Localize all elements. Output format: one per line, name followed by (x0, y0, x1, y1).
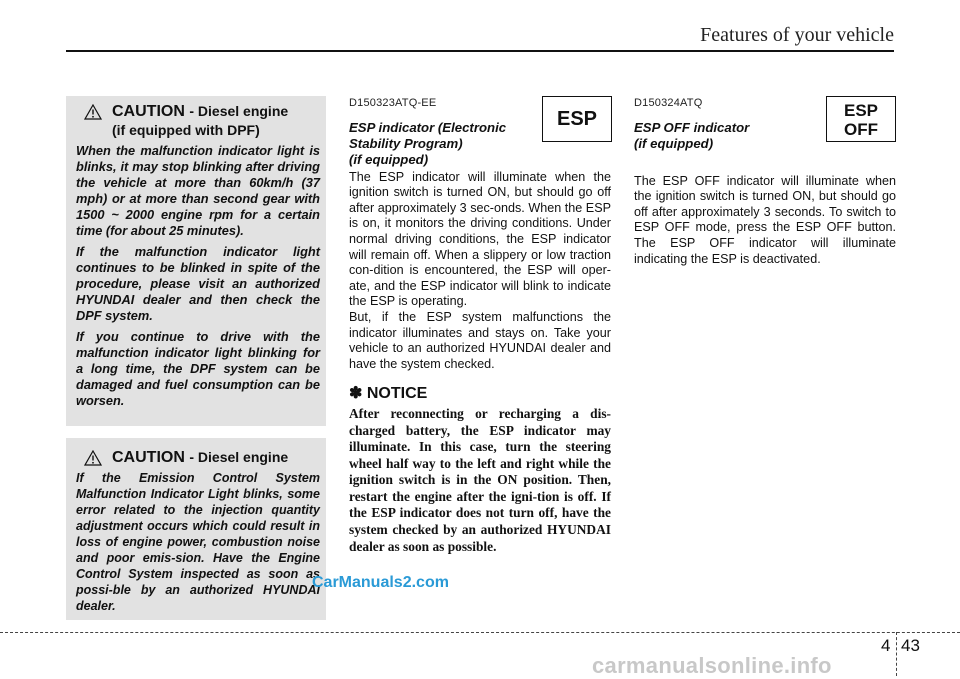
page-header-title: Features of your vehicle (700, 24, 894, 46)
footer-brand-watermark: carmanualsonline.info (592, 653, 832, 678)
chapter-number: 4 (881, 636, 891, 655)
badge-text: ESP (556, 108, 598, 130)
caution-word: CAUTION (112, 103, 185, 120)
caution-subtitle: Diesel engine (197, 103, 289, 119)
caution-paragraph: When the malfunction indicator light is blinks, it may stop blinking after driving the vehicle at more than 60km/h (37 mph) or at more than second gear with 1500 ~ 2000 engine rpm for a certain time (for about 25 minutes). (76, 143, 320, 238)
caution-dash: - (189, 103, 198, 119)
notice-star-icon: ✽ (349, 385, 363, 403)
caution-paragraph: If the Emission Control System Malfunction Indicator Light blinks, some error related to the injection quantity adjustment occurs which could result in loss of engine power, combustion noise and poor emis-sion. Have the Engine Control System inspected as soon as possi-ble by an authorized HYUNDAI dealer. (76, 471, 320, 613)
badge-text: ESP (843, 101, 879, 120)
caution-subtitle: Diesel engine (197, 449, 289, 465)
caution-paragraph: If you continue to drive with the malfunction indicator light blinking for a long time, the DPF system can be damaged and fuel consumption can be worsen. (76, 329, 320, 408)
esp-off-paragraph: The ESP OFF indicator will illuminate when the ignition switch is turned ON, but should go off after approximately 3 seconds. To switch to ESP OFF mode, press the ESP OFF button. The ESP OFF indicator will illuminate indicating the ESP is deactivated. (634, 173, 896, 266)
footer-dashed-rule (0, 632, 960, 633)
caution-body (76, 143, 320, 409)
section-code: D150323ATQ-EE (349, 97, 437, 109)
section-title-line: ESP indicator (Electronic (349, 119, 507, 135)
caution-heading (76, 102, 320, 140)
page-number: 43 (901, 636, 920, 655)
notice-title: NOTICE (366, 385, 428, 403)
esp-off-indicator-badge (826, 96, 896, 142)
esp-paragraph: The ESP indicator will illuminate when the ignition switch is turned ON, but should go off after approximately 3 sec-onds. When the ESP is on, it monitors the driving conditions. Under normal driving conditions, the ESP indicator will remain off. When a slippery or low traction con-dition is encountered, the ESP will oper-ate, and the ESP indicator will blink to indicate the ESP is operating. (349, 169, 611, 309)
section-title-line: (if equipped) (634, 135, 714, 151)
watermark-text: CarManuals2.com (312, 574, 449, 591)
warning-triangle-icon (84, 104, 102, 120)
caution-box-diesel (66, 438, 326, 620)
caution-dash: - (189, 449, 198, 465)
esp-paragraph: But, if the ESP system malfunctions the indicator illuminates and stays on. Take your vehicle to an authorized HYUNDAI dealer and have the system checked. (349, 309, 611, 371)
section-code: D150324ATQ (634, 97, 703, 109)
caution-subtitle-line2: (if equipped with DPF) (112, 122, 260, 138)
caution-word: CAUTION (112, 449, 185, 466)
notice-heading (349, 386, 611, 402)
caution-heading (76, 448, 320, 467)
esp-indicator-badge (542, 96, 612, 142)
badge-text: OFF (844, 120, 878, 139)
warning-triangle-icon (84, 450, 102, 466)
footer-divider (896, 632, 897, 676)
section-title-line: (if equipped) (349, 151, 429, 167)
section-title-line: ESP OFF indicator (634, 119, 750, 135)
caution-paragraph: If the malfunction indicator light continues to be blinked in spite of the procedure, please visit an authorized HYUNDAI dealer and then check the DPF system. (76, 244, 320, 323)
notice-body: After reconnecting or recharging a dis-charged battery, the ESP indicator may illuminate. In this case, turn the steering wheel half way to the left and right while the ignition switch is in the ON position. Then, restart the engine after the igni-tion is off. If the ESP indicator does not turn off, have the system checked by an authorized HYUNDAI dealer as soon as possible. (349, 405, 611, 554)
caution-box-dpf (66, 96, 326, 426)
section-title-line: Stability Program) (349, 135, 463, 151)
caution-body (76, 470, 320, 614)
esp-indicator-section (349, 96, 611, 555)
header-rule (66, 50, 894, 52)
